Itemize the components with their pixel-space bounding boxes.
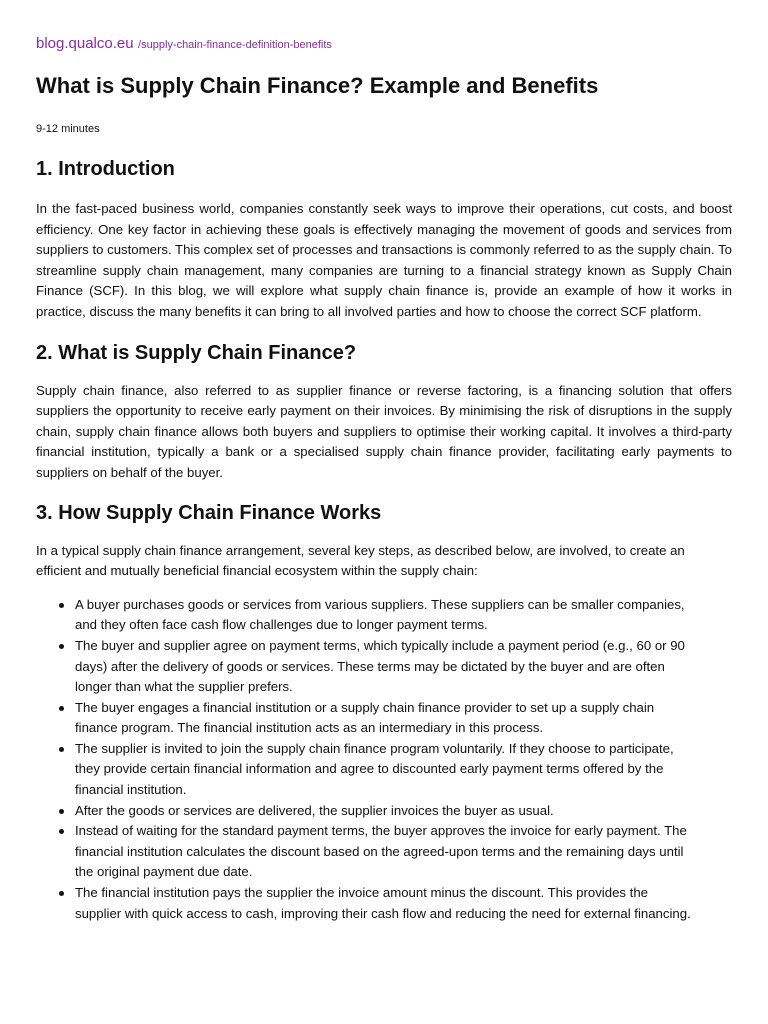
bullet-icon [59,891,64,896]
section-heading-what-is-scf: 2. What is Supply Chain Finance? [36,341,357,364]
list-item-text: The buyer and supplier agree on payment terms, which typically include a payment period (e.g., 60 or 90 days) after the delivery of goods or services. These terms may be dictated by the buyer and are often longer than what the supplier prefers. [75,637,685,695]
list-item-text: The supplier is invited to join the supply chain finance program voluntarily. If they choose to participate, they provide certain financial information and agree to discounted early payment terms offered by the financial institution. [75,740,674,798]
section-heading-introduction: 1. Introduction [36,158,175,180]
section-paragraph-introduction: In the fast-paced business world, companies constantly seek ways to improve their operations, cut costs, and boost efficiency. One key factor in achieving these goals is effectively managing the movement of goods and services from suppliers to customers. This complex set of processes and transactions is commonly referred to as the supply chain. To streamline supply chain management, many companies are turning to a financial strategy known as Supply Chain Finance (SCF). In this blog, we will explore what supply chain finance is, provide an example of how it works in practice, discuss the many benefits it can bring to all involved parties and how to choose the correct SCF platform. [36,201,732,319]
list-item-text: Instead of waiting for the standard payment terms, the buyer approves the invoice for early payment. The financial institution calculates the discount based on the agreed-upon terms and the remaining days until the original payment due date. [75,823,687,880]
section-heading-how-scf-works: 3. How Supply Chain Finance Works [36,501,382,524]
list-item [75,636,732,698]
read-time: 9-12 minutes [36,123,100,135]
list-item-text: The financial institution pays the supplier the invoice amount minus the discount. This provides the supplier with quick access to cash, improving their cash flow and reducing the need for external financing. [75,885,691,921]
bullet-icon [59,603,64,608]
list-item-text: The buyer engages a financial institution or a supply chain finance provider to set up a supply chain finance program. The financial institution acts as an intermediary in this process. [75,699,655,736]
page-title: What is Supply Chain Finance? Example and Benefits [36,73,599,98]
list-item [75,821,732,883]
bullet-icon [59,829,64,834]
list-item [75,801,732,822]
source-path-link[interactable]: /supply-chain-finance-definition-benefits [138,39,332,51]
source-line [36,34,732,54]
list-item-text: After the goods or services are delivered, the supplier invoices the buyer as usual. [75,802,554,818]
bullet-icon [59,809,64,814]
list-item [75,698,732,739]
list-item [75,739,732,801]
bullet-icon [59,706,64,711]
section-paragraph-how-scf-works: In a typical supply chain finance arrangement, several key steps, as described below, are involved, to create an efficient and mutually beneficial financial ecosystem within the supply chain: [36,542,685,579]
section-paragraph-what-is-scf: Supply chain finance, also referred to as supplier finance or reverse factoring, is a financing solution that offers suppliers the opportunity to receive early payment on their invoices. By minimising the risk of disruptions in the supply chain, supply chain finance allows both buyers and suppliers to optimise their working capital. It involves a third-party financial institution, typically a bank or a specialised supply chain finance provider, facilitating early payments to suppliers on behalf of the buyer. [36,382,732,480]
source-domain-link[interactable]: blog.qualco.eu [36,35,134,52]
list-item-text: A buyer purchases goods or services from various suppliers. These suppliers can be smaller companies, and they often face cash flow challenges due to longer payment terms. [75,596,685,633]
bullet-icon [59,644,64,649]
bullet-icon [59,747,64,752]
list-item [75,595,732,636]
steps-list [36,595,732,925]
list-item [75,883,732,924]
